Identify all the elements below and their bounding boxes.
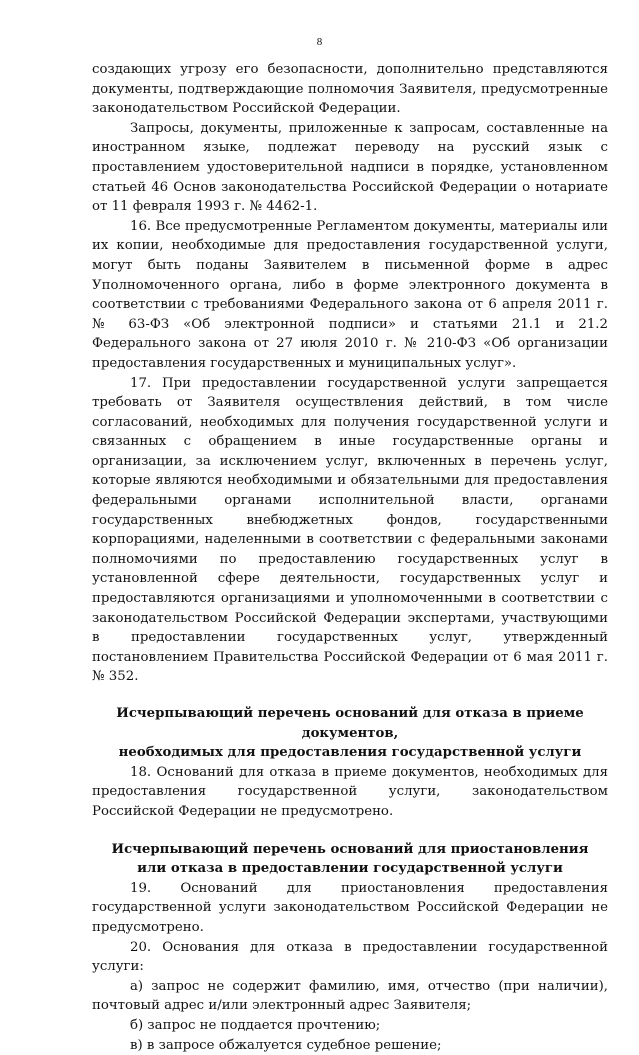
section-heading-refusal-acceptance [92,704,608,763]
section-heading-suspension-refusal [92,840,608,879]
spacer [92,822,608,840]
paragraph: Запросы, документы, приложенные к запросам, составленные на иностранном языке, подлежат переводу на русский язык с проставлением удостоверительной надписи в порядке, установленном статьей 46 Основ законодательства Российской Федерации о нотариате от 11 февраля 1993 г. № 4462-1. [92,119,608,217]
list-item-v: в) в запросе обжалуется судебное решение; [92,1036,608,1055]
heading-line: Исчерпывающий перечень оснований для отказа в приеме документов, [116,706,583,741]
paragraph-17: 17. При предоставлении государственной услуги запрещается требовать от Заявителя осуществления действий, в том числе согласований, необходимых для получения государственной услуги и связанных с обращением в иные государственные органы и организации, за исключением услуг, включенных в перечень услуг, которые являются необходимыми и обязательными для предоставления федеральными органами исполнительной власти, органами государственных внебюджетных фондов, государственными корпорациями, наделенными в соответствии с федеральными законами полномочиями по предоставлению государственных услуг в установленной сфере деятельности, государственных услуг и предоставляются организациями и уполномоченными в соответствии с законодательством Российской Федерации экспертами, участвующими в предоставлении государственных услуг, утвержденный постановлением Правительства Российской Федерации от 6 мая 2011 г. № 352. [92,374,608,688]
paragraph-19: 19. Оснований для приостановления предоставления государственной услуги законодательством Российской Федерации не предусмотрено. [92,879,608,938]
paragraph-18: 18. Оснований для отказа в приеме документов, необходимых для предоставления государственной услуги, законодательством Российской Федерации не предусмотрено. [92,763,608,822]
list-item-a: а) запрос не содержит фамилию, имя, отчество (при наличии), почтовый адрес и/или электронный адрес Заявителя; [92,977,608,1016]
heading-line: Исчерпывающий перечень оснований для приостановления [112,842,589,857]
heading-line: или отказа в предоставлении государственной услуги [137,861,563,876]
spacer [92,687,608,704]
document-body [92,60,608,1055]
page-number: 8 [0,36,639,48]
list-item-b: б) запрос не поддается прочтению; [92,1016,608,1036]
paragraph-20: 20. Основания для отказа в предоставлении государственной услуги: [92,938,608,977]
paragraph-16: 16. Все предусмотренные Регламентом документы, материалы или их копии, необходимые для предоставления государственной услуги, могут быть поданы Заявителем в письменной форме в адрес Уполномоченного органа, либо в форме электронного документа в соответствии с требованиями Федерального закона от 6 апреля 2011 г. № 63-ФЗ «Об электронной подписи» и статьями 21.1 и 21.2 Федерального закона от 27 июля 2010 г. № 210-ФЗ «Об организации предоставления государственных и муниципальных услуг». [92,217,608,374]
heading-line: необходимых для предоставления государственной услуги [119,745,582,760]
paragraph: создающих угрозу его безопасности, дополнительно представляются документы, подтверждающие полномочия Заявителя, предусмотренные законодательством Российской Федерации. [92,60,608,119]
